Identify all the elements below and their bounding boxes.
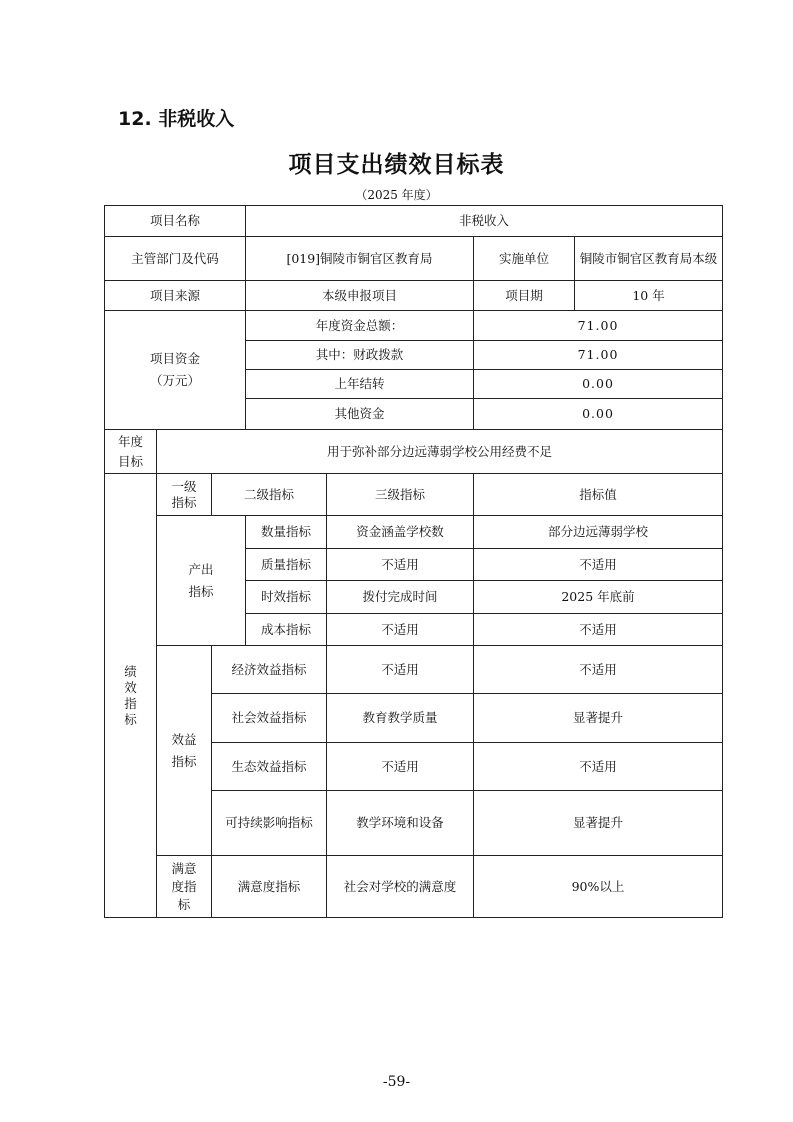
funds-row-value: 0.00 (474, 399, 723, 430)
value-cell: 显著提升 (474, 791, 723, 856)
level2-cell: 社会效益指标 (212, 694, 327, 743)
department-label: 主管部门及代码 (105, 237, 246, 281)
funds-row-label: 上年结转 (246, 370, 474, 399)
level2-cell: 满意度指标 (212, 856, 327, 918)
table-row (105, 646, 723, 694)
implementing-unit-label: 实施单位 (474, 237, 575, 281)
annual-goal-label: 年度 目标 (105, 430, 157, 474)
project-source-label: 项目来源 (105, 281, 246, 311)
value-cell: 90%以上 (474, 856, 723, 918)
value-cell: 2025 年底前 (474, 581, 723, 614)
level3-cell: 社会对学校的满意度 (327, 856, 474, 918)
header-level1: 一级 指标 (157, 474, 212, 516)
project-period-label: 项目期 (474, 281, 575, 311)
value-cell: 不适用 (474, 743, 723, 791)
funds-row-value: 0.00 (474, 370, 723, 399)
header-value: 指标值 (474, 474, 723, 516)
implementing-unit-value: 铜陵市铜官区教育局本级 (575, 237, 723, 281)
annual-goal-value: 用于弥补部分边远薄弱学校公用经费不足 (157, 430, 723, 474)
source-row (105, 281, 723, 311)
department-row (105, 237, 723, 281)
value-cell: 不适用 (474, 646, 723, 694)
level3-cell: 不适用 (327, 614, 474, 646)
section-heading: 12. 非税收入 (118, 108, 235, 130)
project-name-row (105, 206, 723, 237)
funds-row-value: 71.00 (474, 311, 723, 341)
level3-cell: 不适用 (327, 743, 474, 791)
output-indicators-label: 产出 指标 (157, 516, 246, 646)
benefit-indicators-label: 效益 指标 (157, 646, 212, 856)
level3-cell: 教育教学质量 (327, 694, 474, 743)
table-row (105, 516, 723, 549)
level2-cell: 数量指标 (246, 516, 327, 549)
level2-cell: 成本指标 (246, 614, 327, 646)
level2-cell: 时效指标 (246, 581, 327, 614)
value-cell: 显著提升 (474, 694, 723, 743)
funds-row (105, 311, 723, 341)
department-value: [019]铜陵市铜官区教育局 (246, 237, 474, 281)
annual-goal-row (105, 430, 723, 474)
level2-cell: 经济效益指标 (212, 646, 327, 694)
indicator-header-row (105, 474, 723, 516)
funds-row-label: 其他资金 (246, 399, 474, 430)
satisfaction-indicators-label: 满意 度指 标 (157, 856, 212, 918)
header-level3: 三级指标 (327, 474, 474, 516)
level3-cell: 不适用 (327, 549, 474, 581)
project-name-label: 项目名称 (105, 206, 246, 237)
funds-row-label: 其中：财政拨款 (246, 341, 474, 370)
value-cell: 部分边远薄弱学校 (474, 516, 723, 549)
page-number: -59- (382, 1074, 411, 1090)
value-cell: 不适用 (474, 549, 723, 581)
header-level2: 二级指标 (212, 474, 327, 516)
project-source-value: 本级申报项目 (246, 281, 474, 311)
document-subtitle: （2025 年度） (355, 188, 438, 202)
funds-label: 项目资金 （万元） (105, 311, 246, 430)
funds-row-label: 年度资金总额： (246, 311, 474, 341)
funds-row-value: 71.00 (474, 341, 723, 370)
level2-cell: 质量指标 (246, 549, 327, 581)
level3-cell: 教学环境和设备 (327, 791, 474, 856)
document-title: 项目支出绩效目标表 (288, 152, 505, 178)
level3-cell: 不适用 (327, 646, 474, 694)
table-row (105, 856, 723, 918)
performance-target-table (104, 205, 723, 918)
level3-cell: 资金涵盖学校数 (327, 516, 474, 549)
value-cell: 不适用 (474, 614, 723, 646)
performance-indicators-label: 绩 效 指 标 (105, 474, 157, 918)
level2-cell: 可持续影响指标 (212, 791, 327, 856)
level3-cell: 拨付完成时间 (327, 581, 474, 614)
project-name-value: 非税收入 (246, 206, 723, 237)
project-period-value: 10 年 (575, 281, 723, 311)
level2-cell: 生态效益指标 (212, 743, 327, 791)
